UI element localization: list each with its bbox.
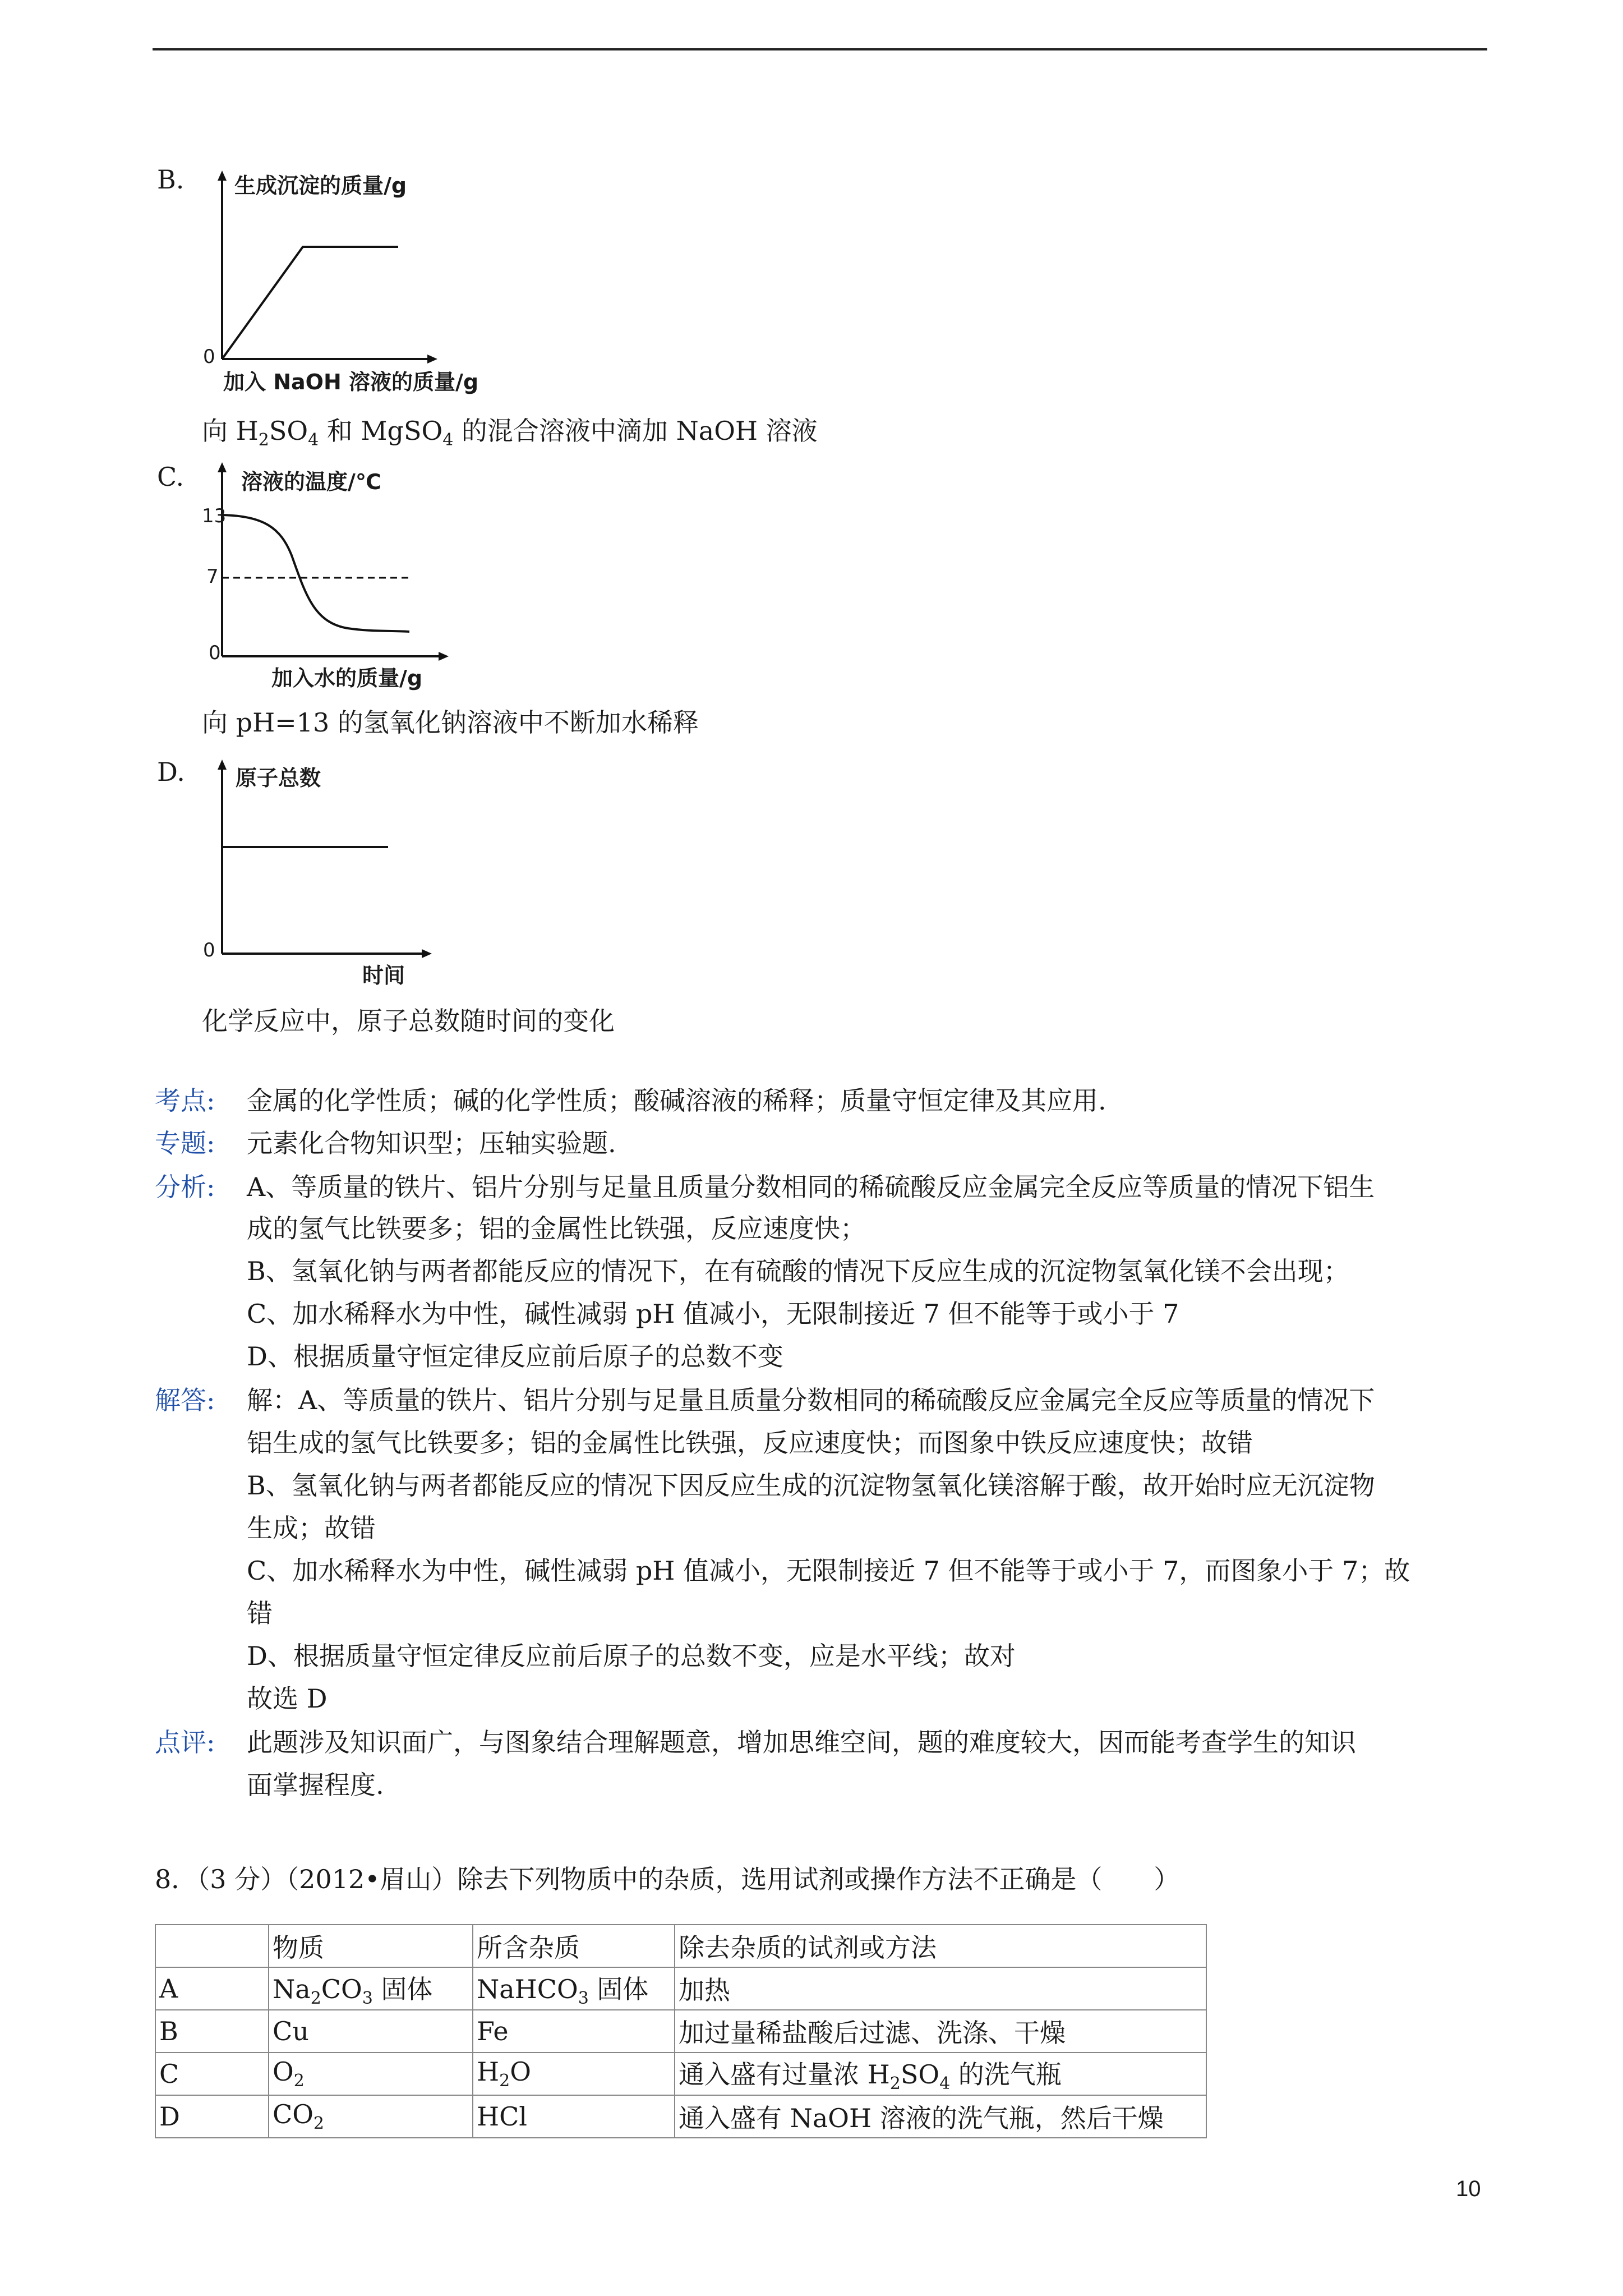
chart-b-x-label: 加入 NaOH 溶液的质量/g: [223, 370, 479, 394]
jieda-label: 解答:: [155, 1385, 215, 1415]
table-cell-impurity: $H_2O$: [473, 2053, 675, 2095]
chart-d-x-label: 时间: [362, 963, 405, 988]
fenxi-line: B、氢氧化钠与两者都能反应的情况下，在有硫酸的情况下反应生成的沉淀物氢氧化镁不会出现；: [247, 1256, 1349, 1286]
table-cell-impurity: NaHCO$_3$ 固体: [473, 1967, 675, 2010]
table-header-cell: 物质: [269, 1925, 473, 1967]
table-row: [155, 2095, 1206, 2138]
kaodian-label: 考点:: [155, 1085, 215, 1116]
table-cell-id: A: [155, 1967, 269, 2010]
chart-b-x-arrow: [427, 355, 437, 364]
kaodian-text: 金属的化学性质；碱的化学性质；酸碱溶液的稀释；质量守恒定律及其应用.: [247, 1085, 1106, 1116]
option-c-caption: 向 pH=13 的氢氧化钠溶液中不断加水稀释: [202, 707, 699, 738]
option-d-label: D.: [157, 757, 185, 787]
jieda-line: B、氢氧化钠与两者都能反应的情况下因反应生成的沉淀物氢氧化镁溶解于酸，故开始时应无沉淀物: [247, 1470, 1375, 1501]
chart-b-title: 生成沉淀的质量/g: [234, 173, 407, 198]
header-rule: [153, 48, 1487, 50]
table-cell-substance: $Na_2CO_3$ 固体: [269, 1967, 473, 2010]
option-c-label: C.: [157, 462, 185, 492]
chart-c-y-arrow: [218, 462, 227, 472]
dianping-line: 此题涉及知识面广，与图象结合理解题意，增加思维空间，题的难度较大，因而能考查学生的知识: [247, 1727, 1356, 1757]
jieda-line: 错: [247, 1598, 273, 1628]
fenxi-line: 成的氢气比铁要多；铝的金属性比铁强，反应速度快；: [247, 1213, 866, 1244]
dianping-line: 面掌握程度.: [247, 1770, 384, 1800]
q8-stem: 8．（3 分）（2012•眉山）除去下列物质中的杂质，选用试剂或操作方法不正确是（ ）: [155, 1864, 1180, 1894]
table-row: [155, 2053, 1206, 2095]
table-header-cell: 所含杂质: [473, 1925, 675, 1967]
table-cell-method: 通入盛有 NaOH 溶液的洗气瓶，然后干燥: [675, 2095, 1206, 2138]
q8-table: [155, 1924, 1207, 2138]
table-cell-id: D: [155, 2095, 269, 2138]
chart-b-curve: [222, 247, 398, 359]
table-cell-substance: Cu: [269, 2010, 473, 2053]
option-b-label: B.: [157, 164, 185, 195]
chart-c-x-arrow: [439, 652, 449, 661]
chart-c-x-label: 加入水的质量/g: [271, 666, 423, 691]
table-cell-method: 加热: [675, 1967, 1206, 2010]
table-cell-substance: $CO_2$: [269, 2095, 473, 2138]
chart-d-y-arrow: [218, 760, 227, 770]
chart-b-origin: 0: [203, 346, 215, 368]
page-number: 10: [1456, 2177, 1481, 2201]
zhuanti-text: 元素化合物知识型；压轴实验题.: [247, 1128, 616, 1158]
chart-d-x-arrow: [422, 949, 432, 958]
table-row: [155, 1967, 1206, 2010]
dianping-label: 点评:: [155, 1727, 215, 1757]
chart-d-origin: 0: [203, 939, 215, 961]
table-header-cell: 除去杂质的试剂或方法: [675, 1925, 1206, 1967]
fenxi-label: 分析:: [155, 1172, 215, 1202]
option-b-caption: 向 $H_2SO_4$ 和 MgSO$_4$ 的混合溶液中滴加 NaOH 溶液: [202, 416, 818, 450]
table-cell-id: C: [155, 2053, 269, 2095]
jieda-line: 解：A、等质量的铁片、铝片分别与足量且质量分数相同的稀硫酸反应金属完全反应等质量的情况下: [247, 1385, 1375, 1415]
table-cell-impurity: Fe: [473, 2010, 675, 2053]
table-row: [155, 2010, 1206, 2053]
fenxi-line: D、根据质量守恒定律反应前后原子的总数不变: [247, 1341, 783, 1372]
table-cell-id: B: [155, 2010, 269, 2053]
chart-c-title: 溶液的温度/℃: [241, 470, 381, 494]
jieda-line: 生成；故错: [247, 1513, 376, 1543]
jieda-line: 故选 D: [247, 1683, 328, 1714]
table-cell-method: 加过量稀盐酸后过滤、洗涤、干燥: [675, 2010, 1206, 2053]
jieda-line: 铝生成的氢气比铁要多；铝的金属性比铁强，反应速度快；而图象中铁反应速度快；故错: [247, 1428, 1253, 1458]
table-cell-method: 通入盛有过量浓 $H_2SO_4$ 的洗气瓶: [675, 2053, 1206, 2095]
chart-c-curve: [222, 515, 409, 632]
chart-b-y-arrow: [218, 171, 227, 181]
option-d-caption: 化学反应中，原子总数随时间的变化: [202, 1006, 615, 1036]
table-header-row: [155, 1925, 1206, 1967]
chart-d-title: 原子总数: [236, 766, 321, 790]
table-header-cell: [155, 1925, 269, 1967]
jieda-line: D、根据质量守恒定律反应前后原子的总数不变，应是水平线；故对: [247, 1641, 1016, 1671]
table-cell-impurity: HCl: [473, 2095, 675, 2138]
table-cell-substance: $O_2$: [269, 2053, 473, 2095]
chart-c-tick-7: 7: [206, 565, 219, 588]
jieda-line: C、加水稀释水为中性，碱性减弱 pH 值减小，无限制接近 7 但不能等于或小于 7，而图象小于 7；故: [247, 1556, 1410, 1586]
chart-c-tick-13: 13: [202, 505, 227, 527]
chart-c-origin: 0: [209, 642, 221, 664]
zhuanti-label: 专题:: [155, 1128, 215, 1158]
chart-c: [202, 460, 516, 696]
fenxi-line: A、等质量的铁片、铝片分别与足量且质量分数相同的稀硫酸反应金属完全反应等质量的情况下铝生: [247, 1172, 1375, 1202]
fenxi-line: C、加水稀释水为中性，碱性减弱 pH 值减小，无限制接近 7 但不能等于或小于 7: [247, 1299, 1179, 1329]
